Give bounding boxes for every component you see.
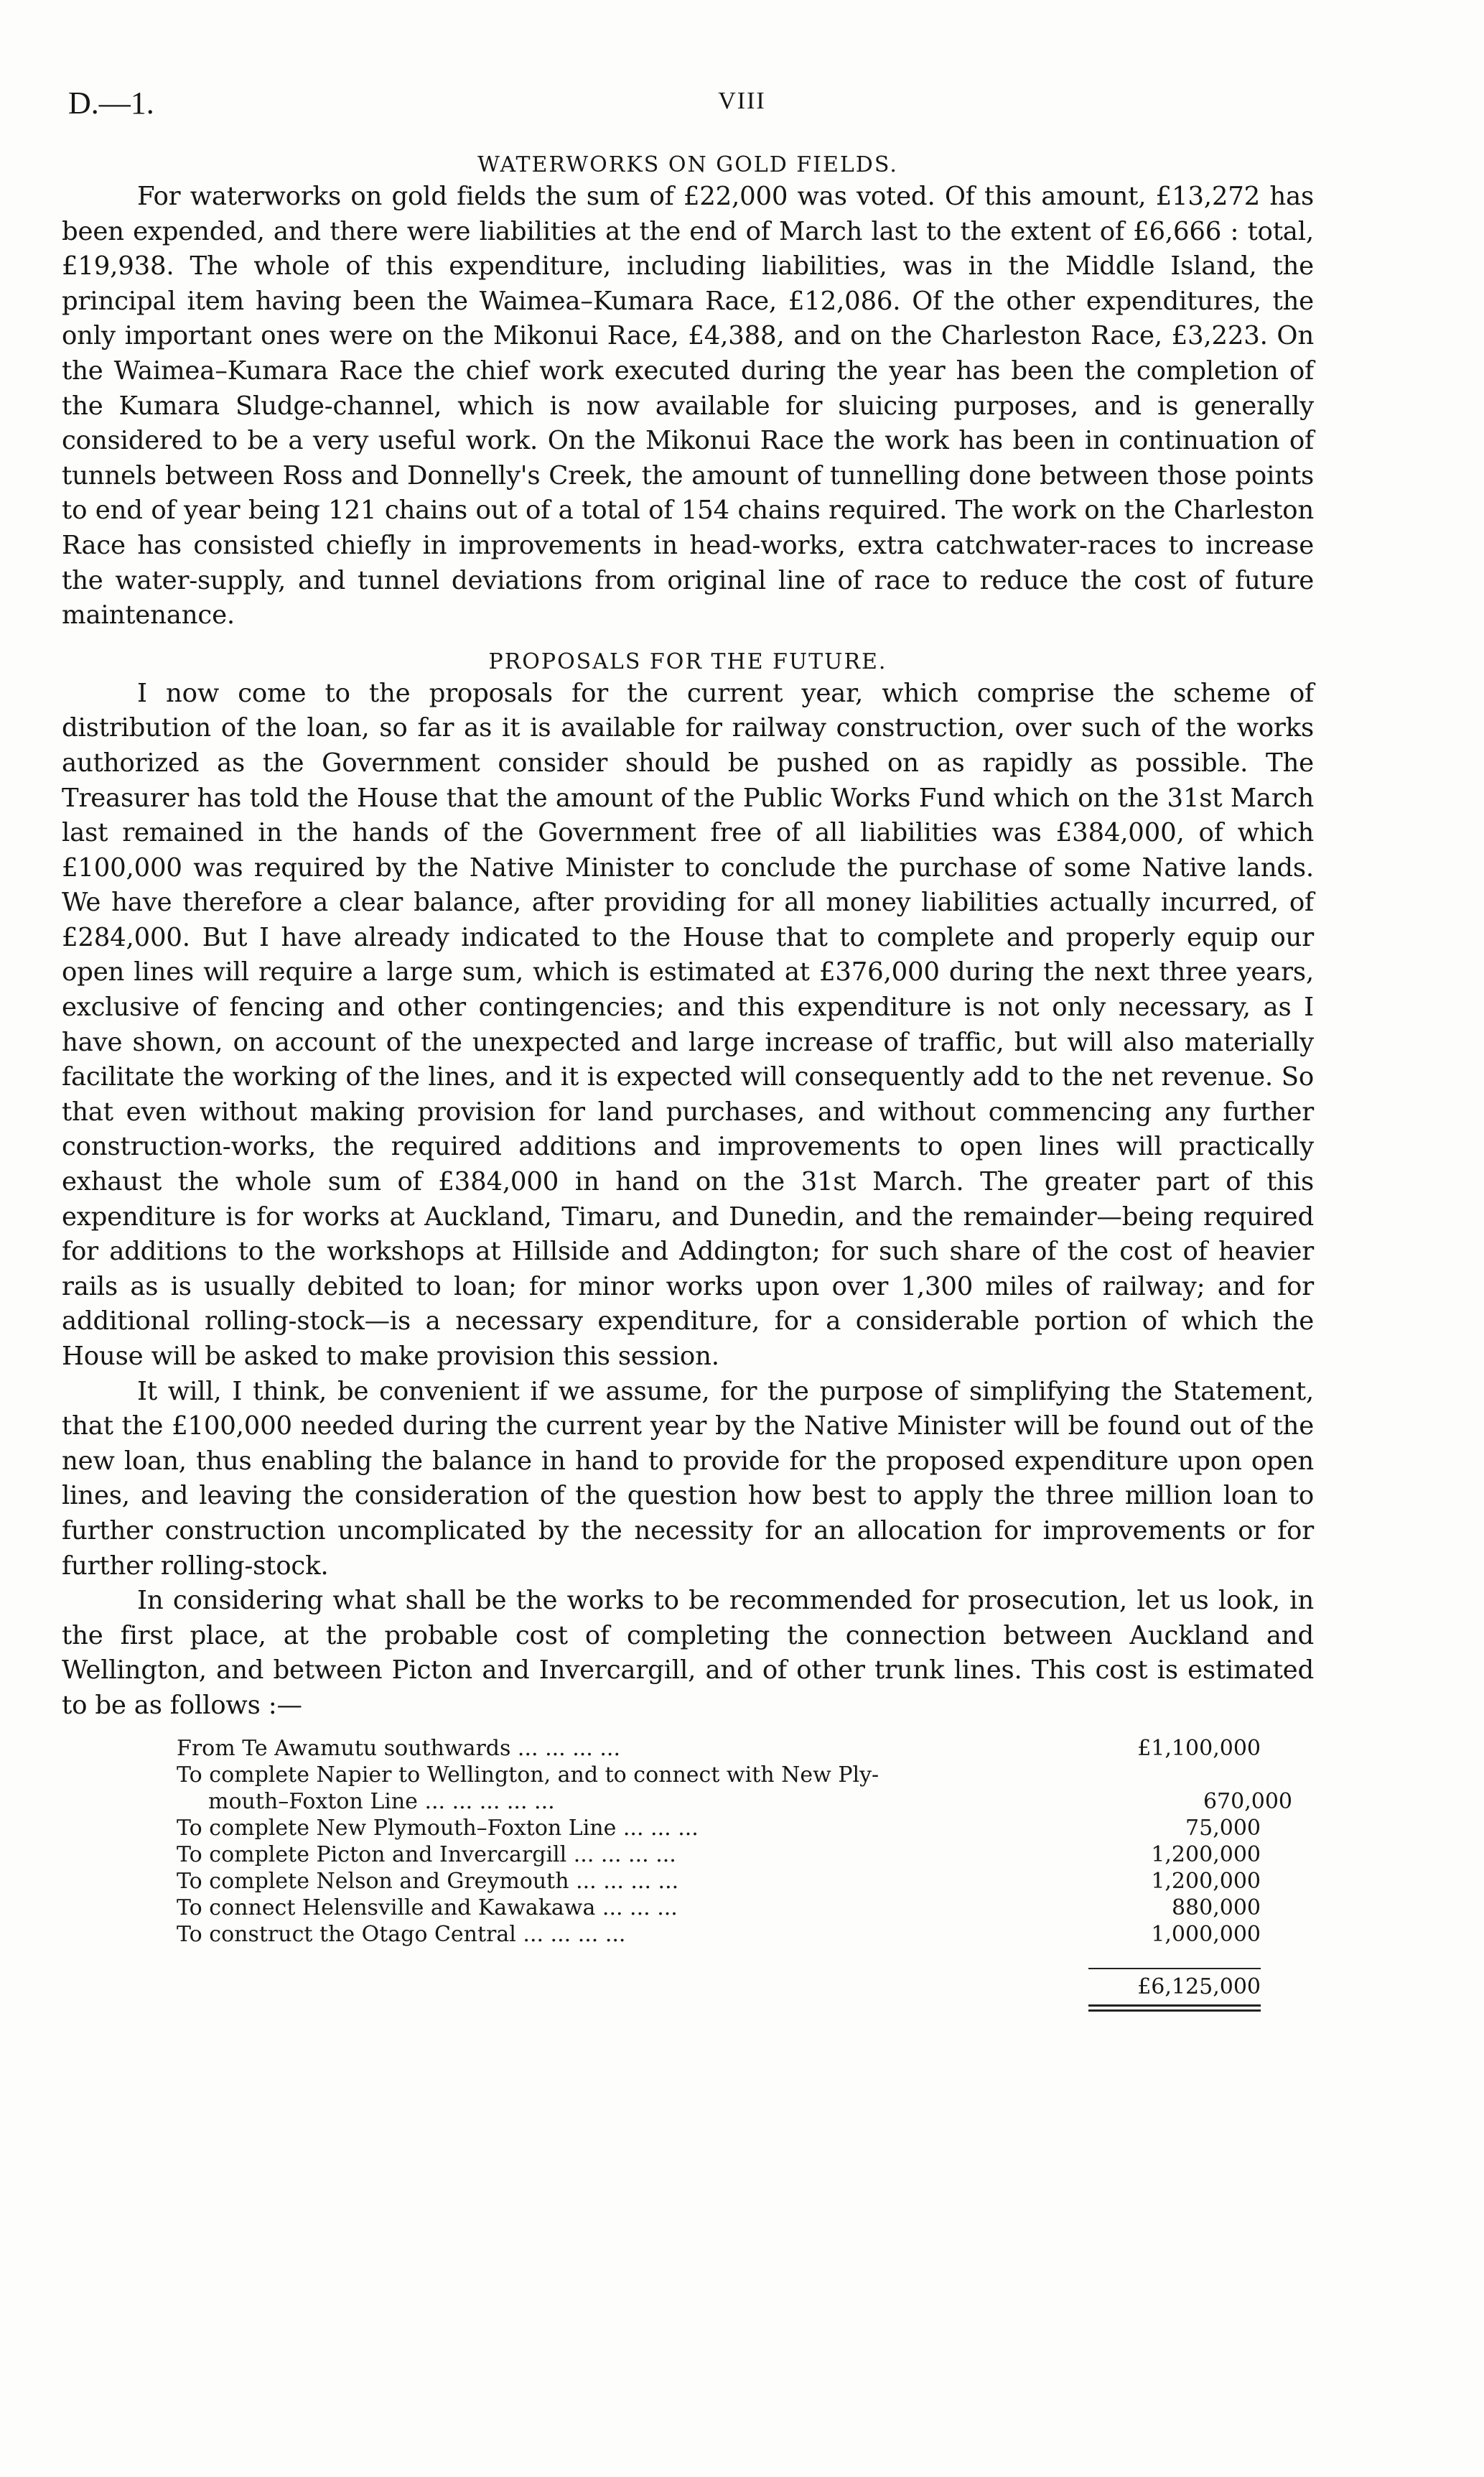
table-row	[177, 1735, 1261, 1762]
row-amount: 1,200,000	[1151, 1841, 1261, 1867]
row-label: To complete New Plymouth–Foxton Line ... ... ...	[177, 1815, 699, 1841]
section-heading-proposals: PROPOSALS FOR THE FUTURE.	[488, 649, 887, 674]
table-row	[177, 1921, 1261, 1948]
row-label: To complete Picton and Invercargill ... ... ... ...	[177, 1841, 676, 1867]
row-amount: 880,000	[1171, 1895, 1261, 1920]
paragraph-waterworks: For waterworks on gold fields the sum of £22,000 was voted. Of this amount, £13,272 has been expended, and there were liabilities at the end of March last to the extent of £6,666 : total, £19,938. The whole of this expenditure, including liabilities, was in the Middle Island, the principal item having been the Waimea–Kumara Race, £12,086. Of the other expenditures, the only important ones were on the Mikonui Race, £4,388, and on the Charleston Race, £3,223. On the Waimea–Kumara Race the chief work executed during the year has been the completion of the Kumara Sludge-channel, which is now available for sluicing purposes, and is generally considered to be a very useful work. On the Mikonui Race the work has been in continuation of tunnels between Ross and Donnelly's Creek, the amount of tunnelling done between those points to end of year being 121 chains out of a total of 154 chains required. The work on the Charleston Race has consisted chiefly in improvements in head-works, extra catchwater-races to increase the water-supply, and tunnel deviations from original line of race to reduce the cost of future maintenance.	[62, 182, 1314, 631]
row-amount: 670,000	[1203, 1788, 1292, 1814]
paragraph-proposals-2: It will, I think, be convenient if we assume, for the purpose of simplifying the Statement, that the £100,000 needed during the current year by the Native Minister will be found out of the new loan, thus enabling the balance in hand to provide for the proposed expenditure upon open lines, and leaving the consideration of the question how best to apply the three million loan to further construction uncomplicated by the necessity for an allocation for improvements or for further rolling-stock.	[62, 1376, 1314, 1581]
row-label: mouth–Foxton Line ... ... ... ... ...	[208, 1788, 555, 1814]
row-amount: 1,200,000	[1151, 1868, 1261, 1894]
paragraph-proposals-1: I now come to the proposals for the current year, which comprise the scheme of distribution of the loan, so far as it is available for railway construction, over such of the works authorized as the Government consider should be pushed on as rapidly as possible. The Treasurer has told the House that the amount of the Public Works Fund which on the 31st March last remained in the hands of the Government free of all liabilities was £384,000, of which £100,000 was required by the Native Minister to conclude the purchase of some Native lands. We have therefore a clear balance, after providing for all money liabilities actually incurred, of £284,000. But I have already indicated to the House that to complete and properly equip our open lines will require a large sum, which is estimated at £376,000 during the next three years, exclusive of fencing and other contingencies; and this expenditure is not only necessary, as I have shown, on account of the unexpected and large increase of traffic, but will also materially facilitate the working of the lines, and it is expected will consequently add to the net revenue. So that even without making provision for land purchases, and without commencing any further construction-works, the required additions and improvements to open lines will practically exhaust the whole sum of £384,000 in hand on the 31st March. The greater part of this expenditure is for works at Auckland, Timaru, and Dunedin, and the remainder—being required for additions to the workshops at Hillside and Addington; for such share of the cost of heavier rails as is usually debited to loan; for minor works upon over 1,300 miles of railway; and for additional rolling-stock—is a necessary expenditure, for a considerable portion of which the House will be asked to make provision this session.	[62, 678, 1314, 1371]
page-number: VIII	[718, 88, 766, 114]
cost-table	[177, 1735, 1292, 2012]
row-label: To complete Napier to Wellington, and to connect with New Ply-	[177, 1762, 879, 1788]
row-label: From Te Awamutu southwards ... ... ... ...	[177, 1735, 620, 1761]
total-row	[177, 1968, 1261, 2000]
row-amount: 75,000	[1185, 1815, 1261, 1841]
document-reference: D.—1.	[68, 85, 154, 121]
table-row	[177, 1868, 1261, 1895]
row-label: To connect Helensville and Kawakawa ... ... ...	[177, 1895, 678, 1920]
table-row	[177, 1788, 1292, 1815]
row-amount: 1,000,000	[1151, 1921, 1261, 1947]
page-body	[62, 151, 1314, 2012]
section-heading-waterworks: WATERWORKS ON GOLD FIELDS.	[477, 152, 898, 177]
paragraph-proposals-3: In considering what shall be the works to be recommended for prosecution, let us look, in the first place, at the probable cost of completing the connection between Auckland and Wellington, and between Picton and Invercargill, and of other trunk lines. This cost is estimated to be as follows :—	[62, 1586, 1314, 1720]
double-rule	[1088, 2004, 1261, 2012]
table-row	[177, 1762, 1261, 1788]
total-amount: £6,125,000	[1088, 1968, 1261, 2000]
row-amount	[1088, 1762, 1261, 1788]
table-row	[177, 1841, 1261, 1868]
row-amount: £1,100,000	[1137, 1735, 1261, 1761]
row-label: To construct the Otago Central ... ... ... ...	[177, 1921, 626, 1947]
row-label: To complete Nelson and Greymouth ... ... ... ...	[177, 1868, 679, 1894]
table-row	[177, 1895, 1261, 1921]
table-row	[177, 1815, 1261, 1841]
